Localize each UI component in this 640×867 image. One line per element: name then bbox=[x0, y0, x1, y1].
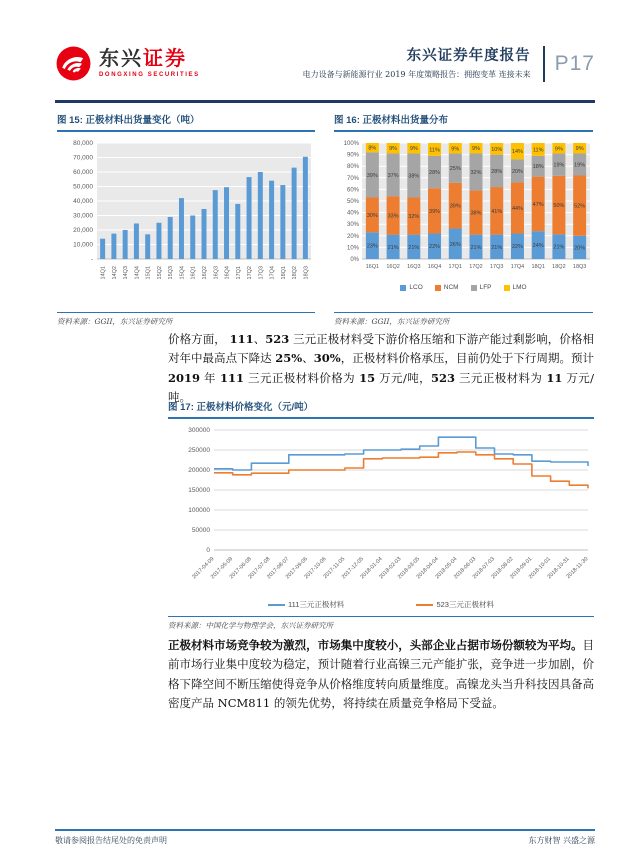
svg-text:80,000: 80,000 bbox=[73, 140, 93, 147]
svg-text:2017-04-09: 2017-04-09 bbox=[191, 556, 216, 581]
text-segment: 、 bbox=[253, 332, 266, 346]
figure-16 bbox=[334, 112, 593, 327]
svg-text:44%: 44% bbox=[511, 205, 523, 212]
text-segment: 111 bbox=[220, 370, 245, 385]
legend-swatch bbox=[471, 285, 477, 291]
svg-text:9%: 9% bbox=[472, 146, 480, 153]
svg-text:19%: 19% bbox=[574, 162, 586, 169]
svg-text:37%: 37% bbox=[387, 172, 399, 179]
legend-item bbox=[471, 285, 492, 292]
svg-text:21%: 21% bbox=[553, 244, 565, 251]
text-segment: 523 bbox=[430, 370, 455, 385]
svg-text:17Q1: 17Q1 bbox=[448, 264, 463, 270]
svg-text:2017-05-09: 2017-05-09 bbox=[209, 556, 235, 581]
svg-text:39%: 39% bbox=[366, 172, 378, 179]
svg-text:100%: 100% bbox=[343, 141, 359, 147]
svg-text:2018-10-01: 2018-10-01 bbox=[527, 556, 553, 581]
svg-text:100000: 100000 bbox=[188, 507, 210, 514]
logo-english-name: DONGXING SECURITIES bbox=[99, 72, 200, 78]
svg-text:2017-10-06: 2017-10-06 bbox=[303, 556, 328, 581]
legend-swatch bbox=[400, 285, 406, 291]
svg-text:47%: 47% bbox=[532, 201, 544, 208]
svg-text:20%: 20% bbox=[346, 233, 359, 240]
svg-text:14Q2: 14Q2 bbox=[111, 266, 118, 280]
figure-16-source: 资料来源：GGII，东兴证券研究所 bbox=[334, 312, 593, 327]
svg-text:23%: 23% bbox=[366, 243, 378, 250]
svg-text:2018-08-02: 2018-08-02 bbox=[490, 556, 515, 581]
svg-text:14%: 14% bbox=[511, 149, 523, 156]
svg-text:16Q3: 16Q3 bbox=[407, 264, 421, 270]
text-segment: 万元/吨。 bbox=[168, 370, 595, 404]
legend-label: NCM bbox=[443, 284, 459, 291]
svg-text:20%: 20% bbox=[511, 168, 523, 175]
svg-text:16Q2: 16Q2 bbox=[202, 266, 208, 280]
legend-item bbox=[416, 601, 494, 609]
figure-15-source: 资料来源：GGII，东兴证券研究所 bbox=[57, 312, 315, 327]
svg-text:2017-09-06: 2017-09-06 bbox=[284, 556, 309, 581]
svg-text:2017-12-05: 2017-12-05 bbox=[340, 556, 366, 581]
svg-text:8%: 8% bbox=[368, 145, 377, 152]
svg-text:14Q3: 14Q3 bbox=[123, 266, 130, 280]
svg-text:28%: 28% bbox=[429, 170, 441, 176]
dongxing-logo-icon bbox=[55, 45, 92, 82]
svg-text:10,000: 10,000 bbox=[73, 241, 93, 249]
svg-text:26%: 26% bbox=[449, 241, 461, 248]
svg-text:2017-08-07: 2017-08-07 bbox=[266, 556, 291, 581]
svg-text:10%: 10% bbox=[346, 245, 359, 252]
svg-text:2017-07-08: 2017-07-08 bbox=[247, 556, 272, 581]
legend-label: LCO bbox=[409, 284, 423, 291]
text-segment: 15 bbox=[359, 370, 376, 385]
logo-cn-dark: 东兴 bbox=[99, 48, 143, 70]
svg-text:200000: 200000 bbox=[188, 467, 210, 474]
svg-text:21%: 21% bbox=[470, 244, 482, 251]
legend-swatch bbox=[268, 604, 285, 606]
figure-17-source: 资料来源：中国化学与物理学会，东兴证券研究所 bbox=[168, 616, 594, 631]
legend-item bbox=[504, 285, 527, 292]
text-segment: 111 bbox=[229, 332, 254, 346]
svg-text:22%: 22% bbox=[511, 244, 523, 251]
svg-text:90%: 90% bbox=[346, 152, 359, 159]
svg-text:11%: 11% bbox=[532, 147, 544, 154]
svg-text:9%: 9% bbox=[451, 146, 460, 153]
footer-slogan: 东方财智 兴盛之源 bbox=[528, 836, 595, 845]
svg-text:14Q4: 14Q4 bbox=[134, 266, 141, 280]
text-segment: 25% bbox=[275, 351, 303, 366]
svg-text:15Q1: 15Q1 bbox=[145, 266, 152, 280]
figure-15-title: 图 15: 正极材料出货量变化（吨） bbox=[57, 112, 315, 132]
dongxing-logo bbox=[55, 45, 200, 82]
svg-text:15Q4: 15Q4 bbox=[179, 266, 186, 280]
report-subtitle: 电力设备与新能源行业 2019 年度策略报告：拥抱变革 连接未来 bbox=[302, 69, 531, 79]
svg-text:30%: 30% bbox=[366, 212, 378, 219]
legend-swatch bbox=[504, 285, 510, 291]
header-divider bbox=[543, 46, 545, 82]
svg-text:38%: 38% bbox=[470, 210, 482, 217]
logo-text bbox=[99, 49, 200, 78]
svg-text:17Q2: 17Q2 bbox=[469, 264, 483, 270]
report-title: 东兴证券年度报告 bbox=[406, 48, 531, 65]
svg-text:-: - bbox=[90, 256, 93, 263]
text-segment: 30% bbox=[313, 351, 341, 366]
legend-label: 523三元正极材料 bbox=[436, 600, 494, 609]
svg-text:33%: 33% bbox=[387, 213, 399, 220]
svg-text:41%: 41% bbox=[491, 208, 503, 215]
text-segment: 万元/吨， bbox=[375, 370, 431, 385]
svg-text:60%: 60% bbox=[346, 187, 359, 194]
text-segment: 三元正极材料价格为 bbox=[244, 370, 360, 385]
svg-text:150000: 150000 bbox=[188, 487, 210, 494]
svg-text:40,000: 40,000 bbox=[73, 198, 93, 205]
svg-text:0: 0 bbox=[206, 547, 210, 554]
svg-text:17Q3: 17Q3 bbox=[258, 266, 265, 280]
paragraph-competition-analysis bbox=[168, 636, 594, 713]
logo-cn-red: 证券 bbox=[143, 48, 187, 70]
svg-text:2018-05-04: 2018-05-04 bbox=[434, 556, 459, 581]
svg-text:9%: 9% bbox=[554, 146, 563, 153]
header-right bbox=[303, 46, 595, 82]
line-chart-cathode-prices bbox=[168, 424, 594, 599]
svg-text:38%: 38% bbox=[408, 173, 420, 180]
svg-text:10%: 10% bbox=[491, 146, 503, 153]
svg-text:2017-06-08: 2017-06-08 bbox=[228, 556, 253, 581]
header-titles bbox=[303, 48, 531, 79]
svg-text:17Q4: 17Q4 bbox=[269, 266, 276, 280]
figure-15-body bbox=[57, 137, 315, 309]
svg-text:16Q1: 16Q1 bbox=[190, 266, 197, 280]
svg-text:30%: 30% bbox=[346, 222, 359, 229]
legend-label: 111三元正极材料 bbox=[288, 600, 345, 609]
text-segment: 11 bbox=[546, 370, 563, 385]
svg-text:250000: 250000 bbox=[188, 447, 210, 454]
svg-text:15Q2: 15Q2 bbox=[156, 266, 163, 280]
stacked-bar-chart-shipment-mix bbox=[334, 137, 593, 279]
text-segment: 523 bbox=[265, 332, 290, 346]
text-segment: 年 bbox=[200, 370, 220, 385]
legend-fig16 bbox=[334, 285, 593, 292]
svg-text:18Q2: 18Q2 bbox=[292, 266, 299, 280]
svg-text:16Q1: 16Q1 bbox=[365, 264, 380, 270]
svg-text:32%: 32% bbox=[470, 170, 482, 176]
svg-text:17Q1: 17Q1 bbox=[235, 266, 242, 280]
svg-text:70%: 70% bbox=[346, 175, 359, 182]
page-number: P17 bbox=[554, 52, 595, 75]
svg-text:19%: 19% bbox=[553, 162, 565, 169]
svg-text:15Q3: 15Q3 bbox=[168, 266, 175, 280]
svg-text:16Q2: 16Q2 bbox=[386, 264, 400, 270]
legend-fig17 bbox=[168, 601, 594, 609]
figure-17-body bbox=[168, 424, 594, 613]
legend-swatch bbox=[416, 604, 433, 606]
header-rule bbox=[55, 100, 595, 103]
text-segment: 三元正极材料为 bbox=[455, 370, 547, 385]
svg-text:18Q3: 18Q3 bbox=[303, 266, 310, 280]
svg-text:9%: 9% bbox=[575, 146, 584, 153]
svg-text:2018-04-04: 2018-04-04 bbox=[415, 556, 440, 581]
svg-text:2018-02-03: 2018-02-03 bbox=[378, 556, 403, 581]
svg-text:70,000: 70,000 bbox=[73, 154, 93, 162]
figure-17-title: 图 17: 正极材料价格变化（元/吨） bbox=[168, 399, 594, 419]
svg-text:17Q2: 17Q2 bbox=[247, 266, 254, 280]
svg-text:40%: 40% bbox=[346, 210, 359, 217]
text-segment: ，正极材料价格承压，目前仍处于下行周期。预计 bbox=[340, 351, 595, 366]
svg-text:16Q4: 16Q4 bbox=[224, 266, 231, 280]
text-segment: 2019 bbox=[168, 370, 201, 385]
svg-text:2018-03-05: 2018-03-05 bbox=[396, 556, 422, 581]
figure-16-title: 图 16: 正极材料出货量分布 bbox=[334, 112, 593, 132]
figure-17 bbox=[168, 399, 594, 631]
svg-text:22%: 22% bbox=[429, 244, 441, 251]
svg-text:18Q1: 18Q1 bbox=[280, 266, 287, 280]
svg-text:2017-11-05: 2017-11-05 bbox=[322, 556, 347, 581]
svg-text:21%: 21% bbox=[408, 244, 420, 251]
svg-text:9%: 9% bbox=[409, 146, 418, 153]
svg-text:18Q1: 18Q1 bbox=[531, 264, 545, 270]
svg-text:60,000: 60,000 bbox=[73, 169, 93, 176]
svg-text:18Q3: 18Q3 bbox=[572, 264, 587, 270]
logo-chinese-name bbox=[99, 49, 200, 69]
svg-text:30,000: 30,000 bbox=[73, 212, 93, 220]
svg-text:52%: 52% bbox=[574, 203, 586, 210]
svg-text:11%: 11% bbox=[429, 147, 440, 154]
text-segment: 三元正极材料受下游价格压缩和下游产能过剩影响，价格相对年中最高点下降达 bbox=[168, 332, 594, 366]
svg-text:17Q3: 17Q3 bbox=[489, 264, 504, 270]
svg-text:50,000: 50,000 bbox=[73, 183, 93, 191]
svg-text:2018-07-03: 2018-07-03 bbox=[471, 556, 496, 581]
footer-disclaimer: 敬请参阅报告结尾处的免责声明 bbox=[55, 836, 167, 845]
svg-text:14Q1: 14Q1 bbox=[100, 266, 107, 280]
svg-text:50000: 50000 bbox=[191, 527, 210, 534]
legend-label: LMO bbox=[512, 284, 527, 291]
svg-text:16Q4: 16Q4 bbox=[427, 264, 442, 270]
svg-text:28%: 28% bbox=[491, 168, 503, 175]
paragraph-price-analysis bbox=[168, 330, 594, 407]
svg-text:2018-11-30: 2018-11-30 bbox=[565, 556, 590, 581]
svg-text:17Q4: 17Q4 bbox=[510, 264, 525, 270]
legend-swatch bbox=[435, 285, 441, 291]
svg-text:39%: 39% bbox=[429, 208, 441, 215]
svg-text:24%: 24% bbox=[532, 243, 544, 250]
text-segment: 价格方面， bbox=[168, 332, 230, 346]
svg-text:2018-06-03: 2018-06-03 bbox=[453, 556, 478, 581]
svg-text:2018-09-01: 2018-09-01 bbox=[509, 556, 534, 581]
svg-text:18Q2: 18Q2 bbox=[552, 264, 566, 270]
legend-item bbox=[268, 601, 344, 609]
svg-text:20,000: 20,000 bbox=[73, 227, 93, 234]
text-segment: 正极材料市场竞争较为激烈，市场集中度较小，头部企业占据市场份额较为平均。 bbox=[168, 638, 583, 652]
legend-label: LFP bbox=[479, 284, 492, 291]
svg-text:21%: 21% bbox=[387, 244, 399, 251]
svg-text:20%: 20% bbox=[574, 245, 586, 252]
figure-16-body bbox=[334, 137, 593, 309]
svg-text:300000: 300000 bbox=[188, 427, 210, 434]
text-segment: 、 bbox=[302, 351, 314, 366]
figure-15 bbox=[57, 112, 315, 327]
svg-text:9%: 9% bbox=[389, 146, 398, 153]
legend-item bbox=[400, 285, 422, 292]
svg-text:25%: 25% bbox=[449, 166, 461, 173]
svg-text:18%: 18% bbox=[532, 164, 544, 171]
svg-text:21%: 21% bbox=[491, 244, 503, 251]
svg-text:50%: 50% bbox=[346, 199, 359, 205]
footer-rule bbox=[55, 829, 595, 831]
svg-text:32%: 32% bbox=[408, 214, 420, 221]
svg-text:2018-01-04: 2018-01-04 bbox=[359, 556, 384, 581]
svg-text:2018-10-31: 2018-10-31 bbox=[546, 556, 571, 581]
svg-text:80%: 80% bbox=[346, 164, 359, 171]
bar-chart-cathode-shipments bbox=[57, 137, 315, 305]
text-segment: 目前市场行业集中度较为稳定，预计随着行业高镍三元产能扩张，竞争进一步加剧，价格下降空间不断压缩使得竞争从价格维度转向质量维度。高镍龙头当升科技因具备高密度产品 NCM811 的领先优势，将持续在质量竞争格局下受益。 bbox=[168, 638, 594, 710]
svg-text:39%: 39% bbox=[449, 203, 461, 210]
svg-text:50%: 50% bbox=[553, 203, 565, 210]
svg-text:16Q3: 16Q3 bbox=[213, 266, 220, 280]
svg-text:0%: 0% bbox=[350, 257, 359, 263]
legend-item bbox=[435, 285, 459, 292]
